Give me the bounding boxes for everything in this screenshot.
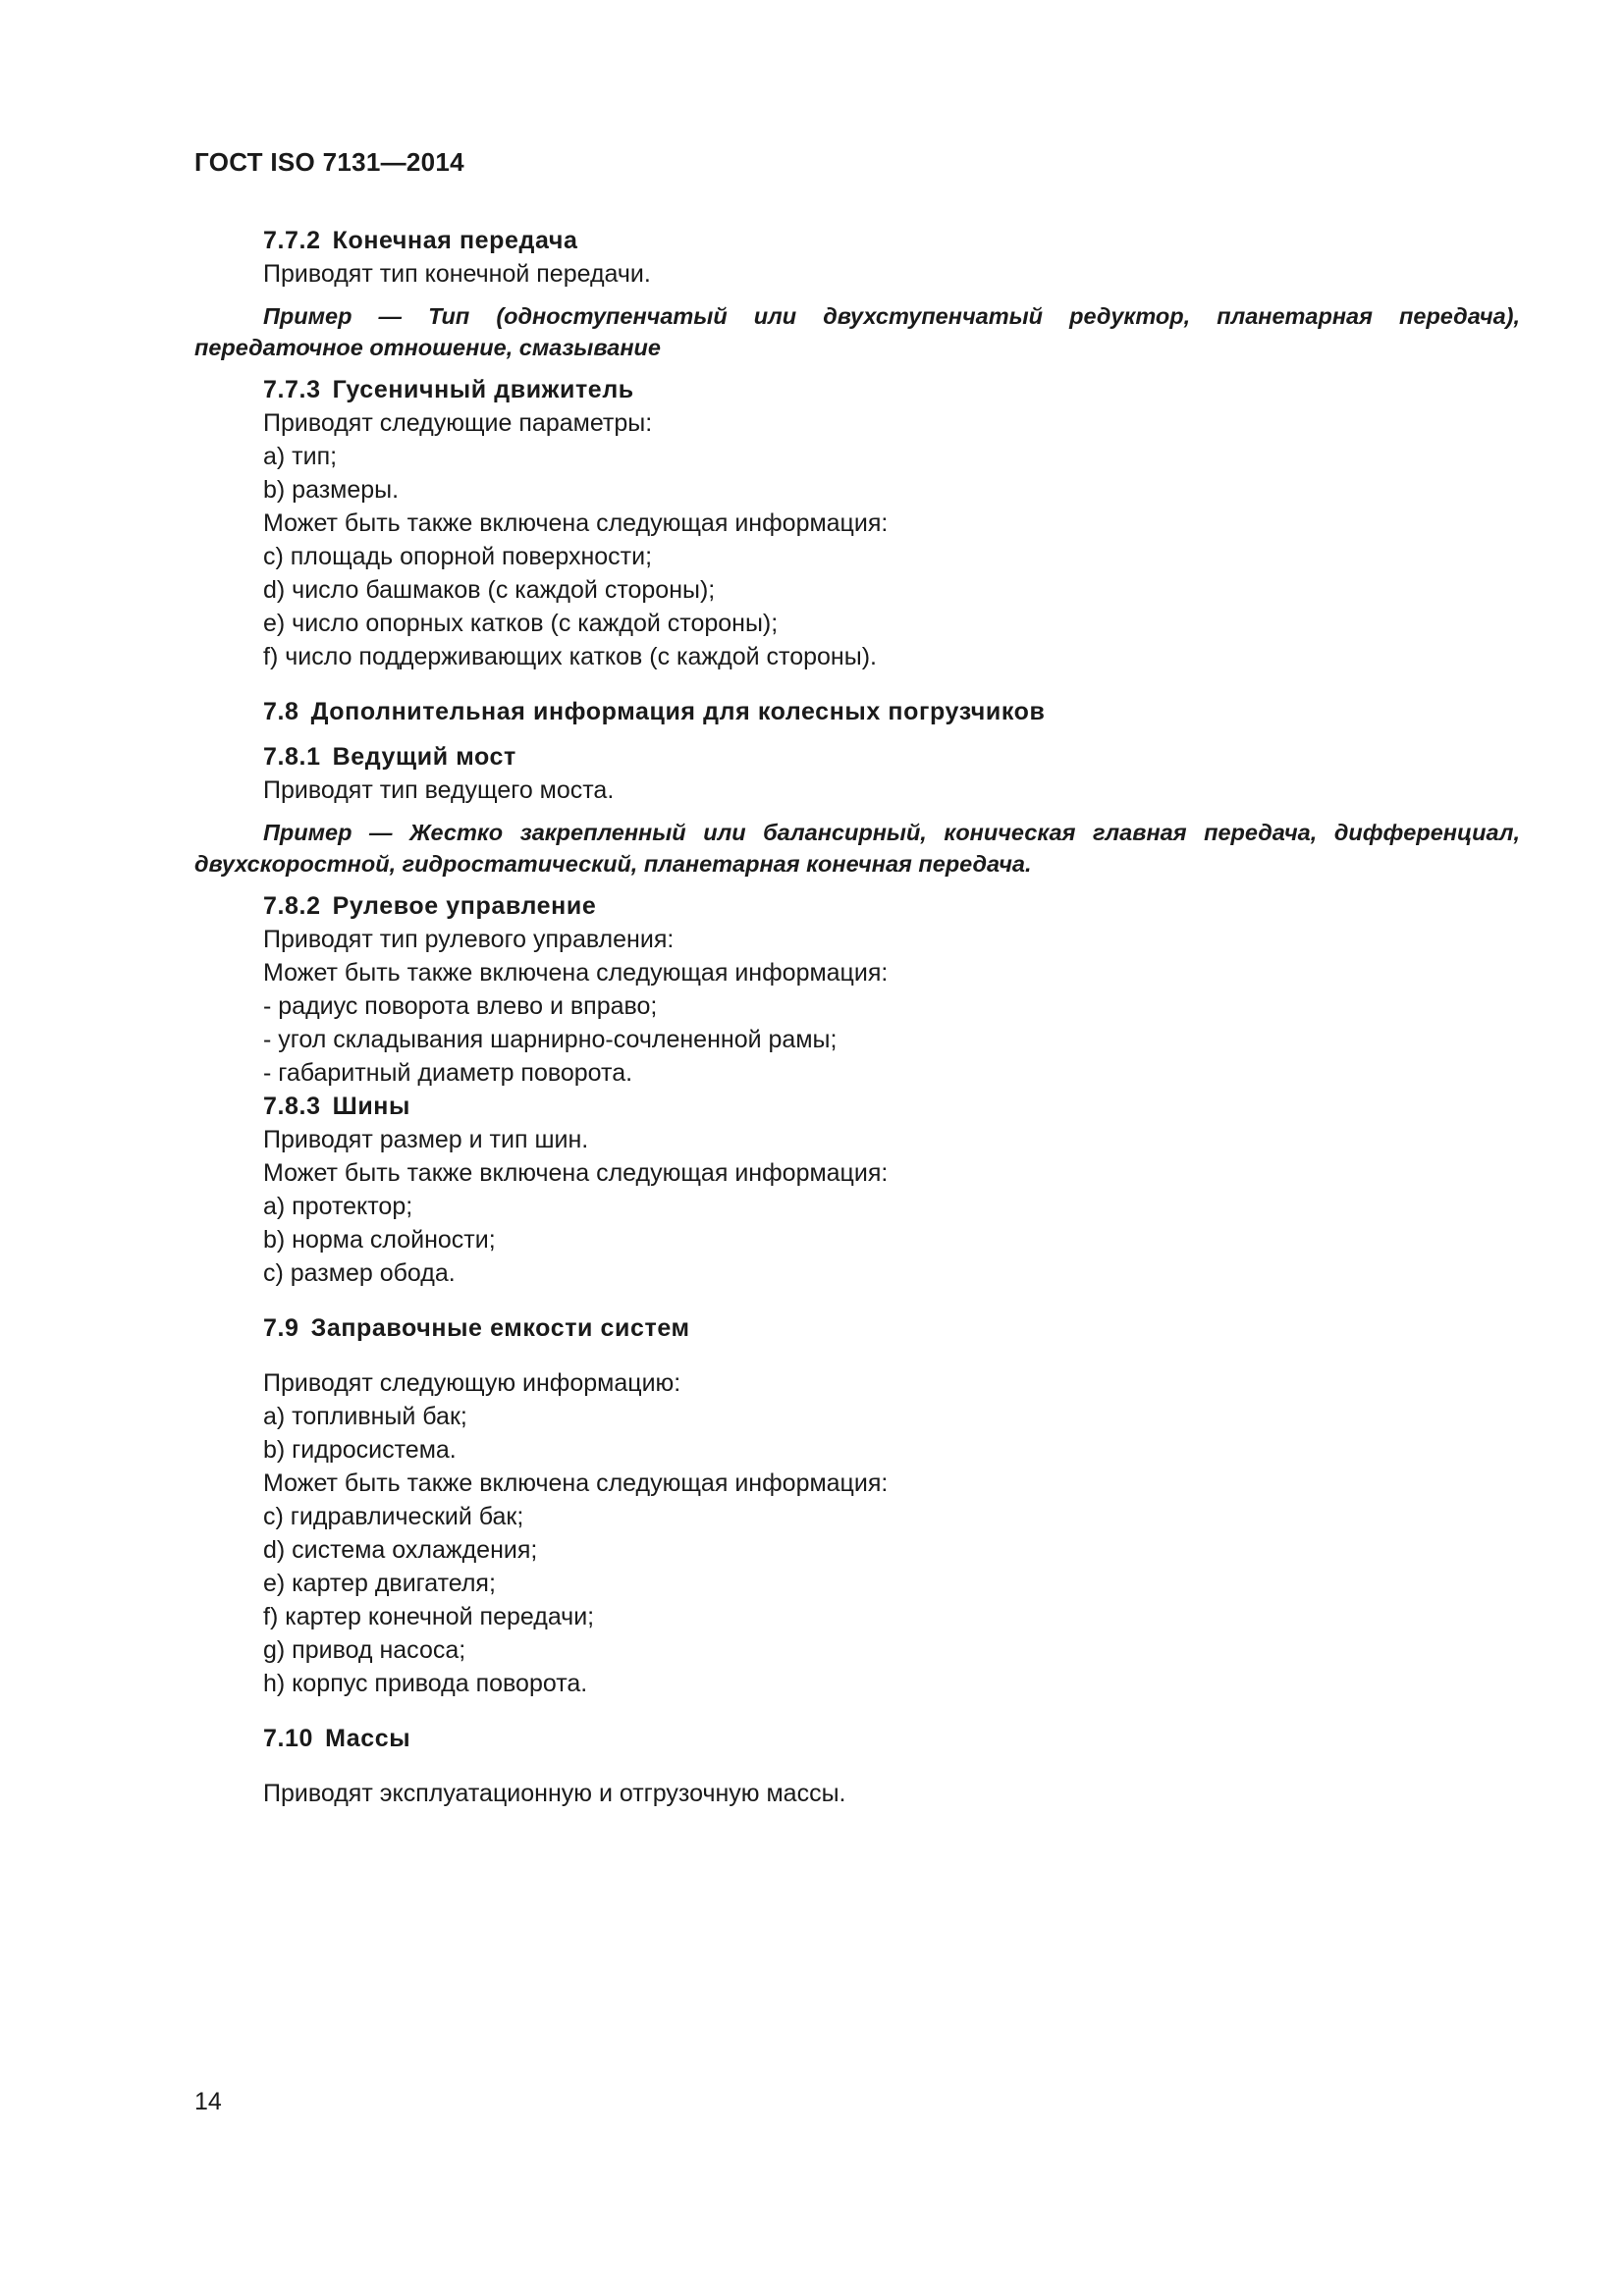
paragraph: Может быть также включена следующая информация: [263, 1159, 889, 1187]
list-item: d) система охлаждения; [263, 1536, 538, 1564]
paragraph: Приводят следующие параметры: [263, 409, 653, 437]
paragraph: Может быть также включена следующая информация: [263, 1469, 889, 1497]
page-number: 14 [194, 2088, 222, 2115]
list-item: b) размеры. [263, 476, 400, 504]
paragraph: Приводят тип конечной передачи. [263, 260, 651, 288]
example-note: Пример — Жестко закрепленный или балансирный, коническая главная передача, дифференциал, двухскоростной, гидростатический, планетарная конечная передача. [194, 820, 1521, 877]
list-item: h) корпус привода поворота. [263, 1670, 588, 1697]
paragraph: Может быть также включена следующая информация: [263, 509, 889, 537]
list-item: е) число опорных катков (с каждой стороны); [263, 610, 779, 637]
paragraph: Приводят тип рулевого управления: [263, 926, 675, 953]
section-heading-7-10: 7.10 Массы [263, 1725, 411, 1752]
list-item: а) протектор; [263, 1193, 413, 1220]
paragraph: Может быть также включена следующая информация: [263, 959, 889, 987]
section-heading-7-8: 7.8 Дополнительная информация для колесных погрузчиков [263, 698, 1046, 725]
list-item: - угол складывания шарнирно-сочлененной рамы; [263, 1026, 838, 1053]
paragraph: Приводят тип ведущего моста. [263, 776, 615, 804]
section-heading-7-9: 7.9 Заправочные емкости систем [263, 1314, 690, 1342]
list-item: f) картер конечной передачи; [263, 1603, 595, 1630]
section-heading-7-7-3: 7.7.3 Гусеничный движитель [263, 376, 634, 403]
list-item: с) гидравлический бак; [263, 1503, 524, 1530]
list-item: - радиус поворота влево и вправо; [263, 992, 658, 1020]
list-item: b) норма слойности; [263, 1226, 496, 1254]
list-item: g) привод насоса; [263, 1636, 466, 1664]
paragraph: Приводят следующую информацию: [263, 1369, 681, 1397]
section-heading-7-8-1: 7.8.1 Ведущий мост [263, 743, 516, 771]
example-note: Пример — Тип (одноступенчатый или двухступенчатый редуктор, планетарная передача), передаточное отношение, смазывание [194, 303, 1520, 360]
list-item: е) картер двигателя; [263, 1570, 496, 1597]
list-item: а) тип; [263, 443, 338, 470]
paragraph: Приводят эксплуатационную и отгрузочную массы. [263, 1780, 846, 1807]
paragraph: Приводят размер и тип шин. [263, 1126, 589, 1153]
document-header: ГОСТ ISO 7131—2014 [194, 147, 464, 177]
section-heading-7-8-3: 7.8.3 Шины [263, 1093, 410, 1120]
list-item: с) размер обода. [263, 1259, 456, 1287]
document-body [194, 224, 1520, 1810]
list-item: с) площадь опорной поверхности; [263, 543, 653, 570]
list-item: - габаритный диаметр поворота. [263, 1059, 633, 1087]
list-item: а) топливный бак; [263, 1403, 467, 1430]
section-heading-7-8-2: 7.8.2 Рулевое управление [263, 892, 597, 920]
list-item: b) гидросистема. [263, 1436, 457, 1464]
list-item: f) число поддерживающих катков (с каждой стороны). [263, 643, 877, 670]
list-item: d) число башмаков (с каждой стороны); [263, 576, 716, 604]
section-heading-7-7-2: 7.7.2 Конечная передача [263, 227, 578, 254]
